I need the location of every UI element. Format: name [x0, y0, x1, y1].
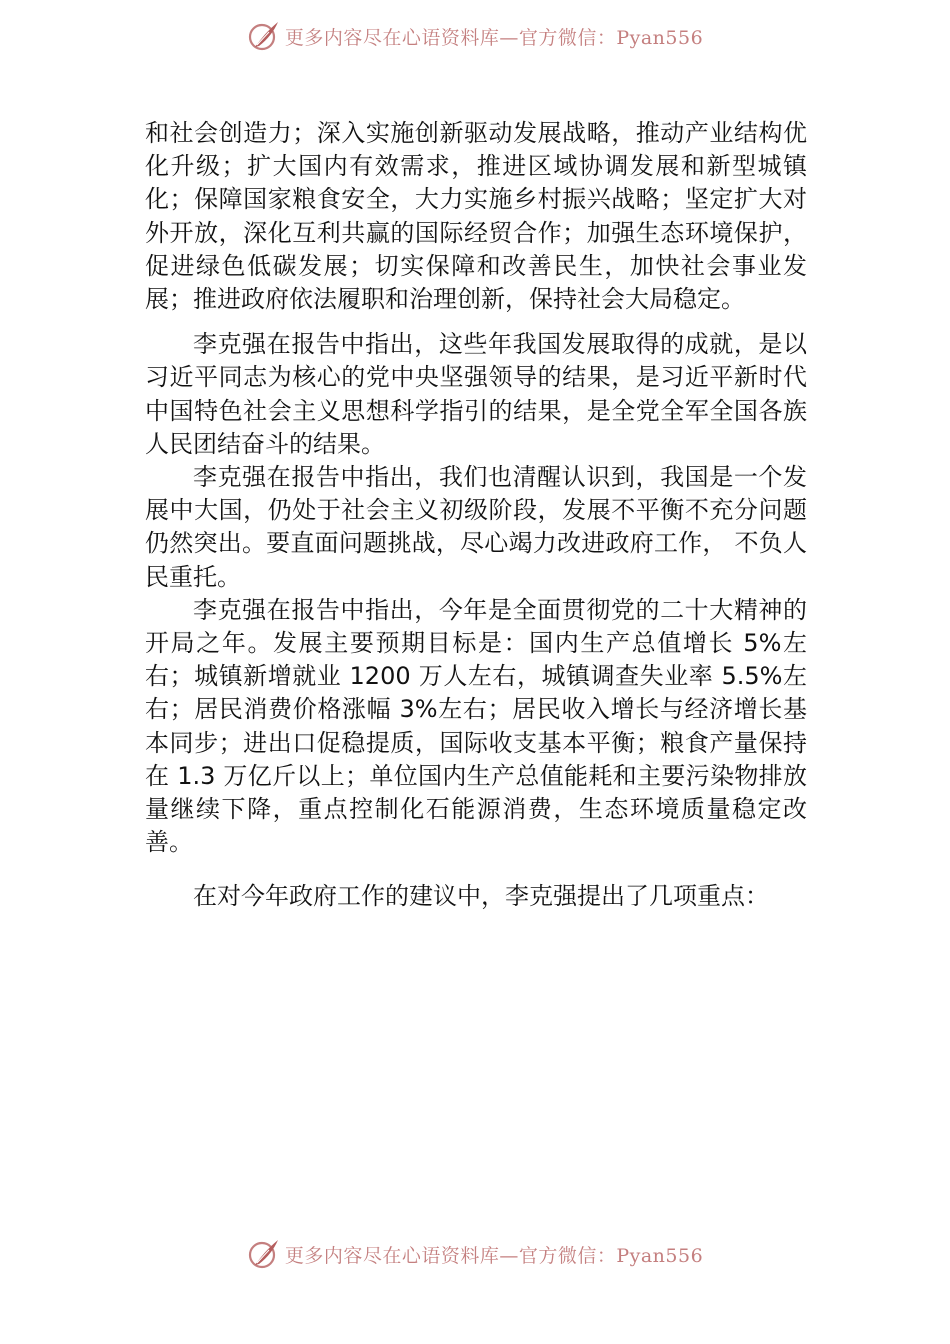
footer-watermark — [0, 1232, 950, 1276]
paragraph-targets: 李克强在报告中指出，今年是全面贯彻党的二十大精神的开局之年。发展主要预期目标是：国内生产总值增长 5%左右；城镇新增就业 1200 万人左右，城镇调查失业率 5.5%左右；居民消费价格涨幅 3%左右；居民收入增长与经济增长基本同步；进出口促稳提质，国际收支基本平衡；粮食产量保持在 1.3 万亿斤以上；单位国内生产总值能耗和主要污染物排放量继续下降，重点控制化石能源消费，生态环境质量稳定改善。 — [145, 595, 807, 857]
paragraph-priorities: 在对今年政府工作的建议中，李克强提出了几项重点： — [193, 882, 769, 911]
paragraph-challenges: 李克强在报告中指出，我们也清醒认识到，我国是一个发展中大国，仍处于社会主义初级阶段，发展不平衡不充分问题仍然突出。要直面问题挑战，尽心竭力改进政府工作， 不负人民重托。 — [145, 463, 807, 591]
quill-pen-icon — [247, 19, 281, 53]
paragraph-achievements: 李克强在报告中指出，这些年我国发展取得的成就，是以习近平同志为核心的党中央坚强领导的结果，是习近平新时代中国特色社会主义思想科学指引的结果，是全党全军全国各族人民团结奋斗的结果。 — [145, 330, 807, 458]
watermark-text: 更多内容尽在心语资料库—官方微信：Pyan556 — [284, 26, 704, 49]
header-watermark — [0, 14, 950, 58]
quill-pen-icon — [247, 1237, 281, 1271]
watermark-text: 更多内容尽在心语资料库—官方微信：Pyan556 — [284, 1244, 704, 1267]
document-body — [145, 117, 807, 914]
paragraph-continuation: 和社会创造力；深入实施创新驱动发展战略，推动产业结构优化升级；扩大国内有效需求，推进区域协调发展和新型城镇化；保障国家粮食安全，大力实施乡村振兴战略；坚定扩大对外开放，深化互利共赢的国际经贸合作；加强生态环境保护，促进绿色低碳发展；切实保障和改善民生，加快社会事业发展；推进政府依法履职和治理创新，保持社会大局稳定。 — [145, 119, 807, 314]
